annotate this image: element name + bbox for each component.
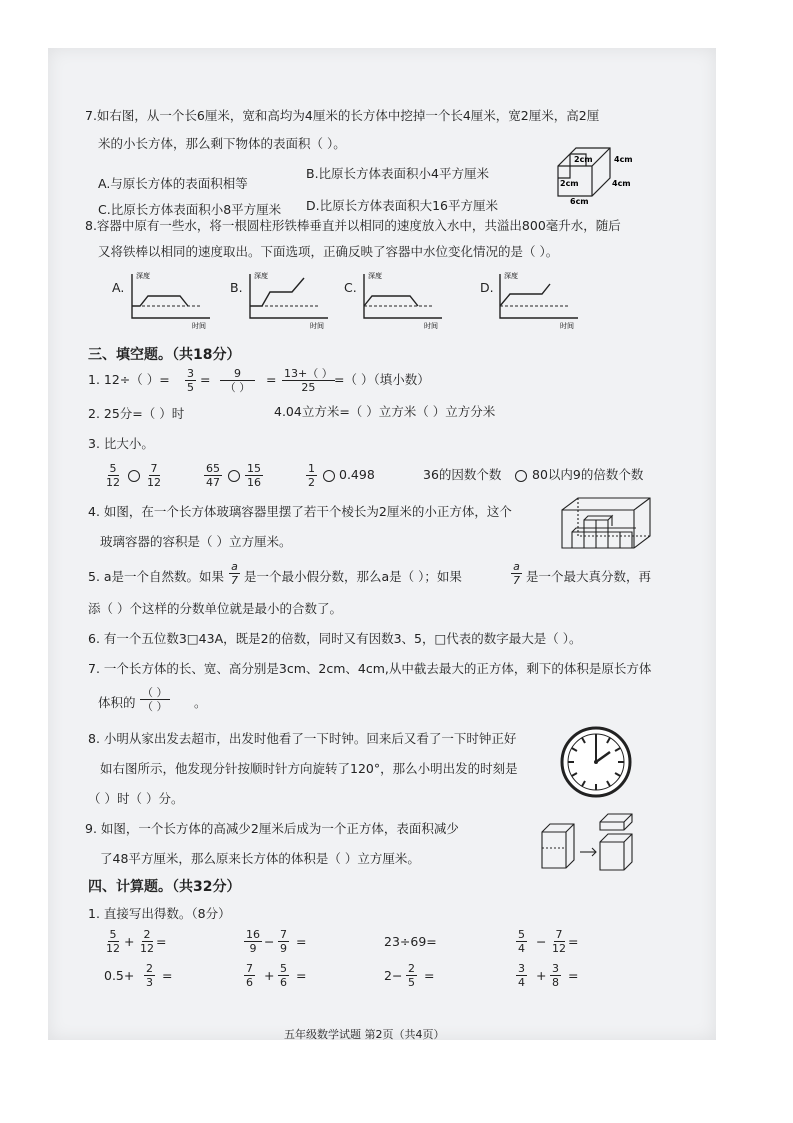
calc-equals: = [296, 934, 307, 949]
f3-p4-left: 36的因数个数 [423, 467, 502, 482]
q8-line1: 8.容器中原有一些水，将一根圆柱形铁棒垂直并以相同的速度放入水中，共溢出800毫升水，随后 [85, 218, 621, 233]
f1-frac3-den: 25 [301, 381, 316, 394]
calc-fraction: $\frac{2}{12}$ [140, 928, 154, 955]
f7-end: 。 [194, 695, 207, 710]
f1-frac2-num: 9 [220, 367, 255, 381]
graph-x-label: 时间 [192, 322, 206, 330]
f3-p1-left [104, 462, 122, 489]
f1-frac2-den: （ ） [224, 381, 251, 394]
graph-y-label: 深度 [254, 272, 268, 280]
graph-y-label: 深度 [368, 272, 382, 280]
f3-p2-d2: 16 [247, 476, 261, 489]
f3-p2-left [204, 462, 222, 489]
calc-operator: + [264, 968, 275, 983]
f3-title: 3. 比大小。 [88, 436, 154, 451]
q8-depth-time-graph [494, 270, 584, 332]
f1-tail: =（ ）（填小数） [334, 372, 430, 387]
q8-line2: 又将铁棒以相同的速度取出。下面选项，正确反映了容器中水位变化情况的是（ ）。 [98, 244, 559, 259]
calc-equals: = [424, 968, 435, 983]
f3-p3-right: 0.498 [339, 467, 375, 482]
graph-axes [250, 274, 328, 318]
graph-water-level-line [132, 296, 188, 306]
compare-circle-2[interactable] [228, 470, 240, 482]
f7-frac-num: （ ） [142, 686, 168, 699]
f1-start: 1. 12÷（ ）= [88, 372, 170, 387]
f5-frac2-num: a [513, 560, 520, 573]
q7-cuboid-figure [548, 138, 648, 206]
q7-fig-label-3: 2cm [560, 179, 579, 188]
f3-p1-n1: 5 [109, 462, 117, 475]
f5-frac1-den: 7 [231, 574, 238, 587]
q7-line2: 米的小长方体，那么剩下物体的表面积（ ）。 [98, 136, 346, 151]
q8-option-label: D. [480, 280, 494, 295]
f9-line1: 9. 如图，一个长方体的高减少2厘米后成为一个正方体，表面积减少 [85, 821, 459, 836]
q8-option-b[interactable] [206, 270, 326, 332]
f6-text: 6. 有一个五位数3□43A，既是2的倍数，同时又有因数3、5，□代表的数字最大是（ ）。 [88, 631, 582, 646]
f1-frac1-den: 5 [187, 381, 194, 394]
f3-p2-n2: 15 [247, 462, 261, 475]
f5-a: 5. a是一个自然数。如果 [88, 569, 225, 584]
calc-fraction: $\frac{2}{5}$ [408, 962, 415, 989]
f3-p2-d1: 47 [206, 476, 220, 489]
q8-option-label: A. [112, 280, 125, 295]
f1-frac3-num: 13+（ ） [284, 367, 333, 380]
compare-circle-3[interactable] [323, 470, 335, 482]
calc-fraction: $\frac{7}{9}$ [280, 928, 287, 955]
f1-frac-2 [220, 367, 255, 394]
f2-b: 4.04立方米=（ ）立方米（ ）立方分米 [274, 404, 496, 419]
calc-prefix: 2− [384, 968, 403, 983]
f5-line2: 添（ ）个这样的分数单位就是最小的合数了。 [88, 601, 342, 616]
compare-circle-4[interactable] [515, 470, 527, 482]
c1-title: 1. 直接写出得数。（8分） [88, 906, 231, 921]
f7-line1: 7. 一个长方体的长、宽、高分别是3cm、2cm、4cm,从中截去最大的正方体，剩下的体积是原长方体 [88, 661, 652, 676]
calc-fraction: $\frac{16}{9}$ [246, 928, 260, 955]
q8-option-d[interactable] [456, 270, 576, 332]
calc-equals: = [568, 968, 579, 983]
page-footer: 五年级数学试题 第2页（共4页） [284, 1028, 445, 1040]
graph-y-label: 深度 [136, 272, 150, 280]
f5-frac1-num: a [231, 560, 238, 573]
q7-fig-label-1: 2cm [574, 155, 593, 164]
f3-p1-d1: 12 [106, 476, 120, 489]
calc-operator: + [124, 934, 135, 949]
graph-x-label: 时间 [560, 322, 574, 330]
q7-fig-label-5: 6cm [570, 197, 589, 206]
q7-option-c: C.比原长方体表面积小8平方厘米 [98, 202, 282, 217]
calc-operator: + [536, 968, 547, 983]
q8-option-label: C. [344, 280, 357, 295]
f8-line2: 如右图所示，他发现分针按顺时针方向旋转了120°，那么小明出发的时刻是 [100, 761, 518, 776]
f8-line1: 8. 小明从家出发去超市，出发时他看了一下时钟。回来后又看了一下时钟正好 [88, 731, 517, 746]
q7-line1: 7.如右图，从一个长6厘米，宽和高均为4厘米的长方体中挖掉一个长4厘米，宽2厘米，高2厘 [85, 108, 600, 123]
calc-equals: = [156, 934, 167, 949]
f3-p2-right [245, 462, 263, 489]
f5-frac-1 [229, 560, 240, 587]
calc-equals: = [568, 934, 579, 949]
f5-frac2-den: 7 [513, 574, 520, 587]
section3-title: 三、填空题。（共18分） [88, 347, 241, 363]
calc-fraction: $\frac{5}{12}$ [106, 928, 120, 955]
f5-b: 是一个最小假分数，那么a是（ ）；如果 [244, 569, 462, 584]
f1-frac-1 [185, 367, 196, 394]
graph-water-level-line [500, 284, 550, 306]
calc-fraction: $\frac{5}{4}$ [518, 928, 525, 955]
q8-depth-time-graph [358, 270, 448, 332]
f3-p3-d1: 2 [308, 476, 315, 489]
graph-axes [500, 274, 578, 318]
f4-line2: 玻璃容器的容积是（ ）立方厘米。 [100, 534, 292, 549]
calc-fraction: $\frac{3}{8}$ [552, 962, 559, 989]
q7-option-d: D.比原长方体表面积大16平方厘米 [306, 198, 499, 213]
f9-cuboid-to-cube-figure [538, 812, 638, 878]
graph-water-level-line [250, 278, 304, 306]
calc-equals: = [162, 968, 173, 983]
calc-operator: − [536, 934, 547, 949]
f3-p1-right [145, 462, 163, 489]
graph-x-label: 时间 [310, 322, 324, 330]
f4-line1: 4. 如图，在一个长方体玻璃容器里摆了若干个棱长为2厘米的小正方体，这个 [88, 504, 512, 519]
q7-fig-label-4: 4cm [612, 179, 631, 188]
exam-sheet [48, 48, 716, 1040]
q8-option-label: B. [230, 280, 243, 295]
graph-water-level-line [364, 296, 418, 306]
f3-p4-right: 80以内9的倍数个数 [532, 467, 644, 482]
calc-operator: − [264, 934, 275, 949]
calc-fraction: $\frac{7}{12}$ [552, 928, 566, 955]
f3-p1-d2: 12 [147, 476, 161, 489]
q7-option-b: B.比原长方体表面积小4平方厘米 [306, 166, 490, 181]
section4-title: 四、计算题。（共32分） [88, 879, 241, 895]
f1-frac1-num: 3 [187, 367, 194, 380]
calc-fraction: $\frac{3}{4}$ [518, 962, 525, 989]
f1-frac-3 [282, 367, 335, 394]
q8-depth-time-graph [126, 270, 216, 332]
f5-frac-2 [511, 560, 522, 587]
f2-a: 2. 25分=（ ）时 [88, 406, 185, 421]
f9-line2: 了48平方厘米，那么原来长方体的体积是（ ）立方厘米。 [100, 851, 420, 866]
f3-p1-n2: 7 [150, 462, 158, 475]
q7-fig-label-2: 4cm [614, 155, 633, 164]
f1-eq1: = [200, 372, 211, 387]
q7-option-a: A.与原长方体的表面积相等 [98, 176, 248, 191]
q8-option-a[interactable] [88, 270, 208, 332]
calc-expression: 23÷69= [384, 934, 437, 949]
compare-circle-1[interactable] [128, 470, 140, 482]
f8-line3: （ ）时（ ）分。 [88, 791, 184, 806]
f7-frac-den: （ ） [142, 700, 168, 713]
f3-p2-n1: 65 [206, 462, 220, 475]
f3-p3-left [306, 462, 317, 489]
f7-frac [140, 686, 170, 713]
f3-p3-n1: 1 [308, 462, 315, 475]
graph-x-label: 时间 [424, 322, 438, 330]
graph-y-label: 深度 [504, 272, 518, 280]
calc-fraction: $\frac{5}{6}$ [280, 962, 287, 989]
f4-glass-container-figure [558, 496, 658, 554]
calc-prefix: 0.5+ [104, 968, 135, 983]
calc-fraction: $\frac{2}{3}$ [146, 962, 153, 989]
q8-option-c[interactable] [320, 270, 440, 332]
f5-c: 是一个最大真分数，再 [526, 569, 652, 584]
calc-equals: = [296, 968, 307, 983]
f7-line2: 体积的 [98, 695, 136, 710]
f1-eq2: = [266, 372, 277, 387]
clock-icon [558, 724, 634, 800]
calc-fraction: $\frac{7}{6}$ [246, 962, 253, 989]
